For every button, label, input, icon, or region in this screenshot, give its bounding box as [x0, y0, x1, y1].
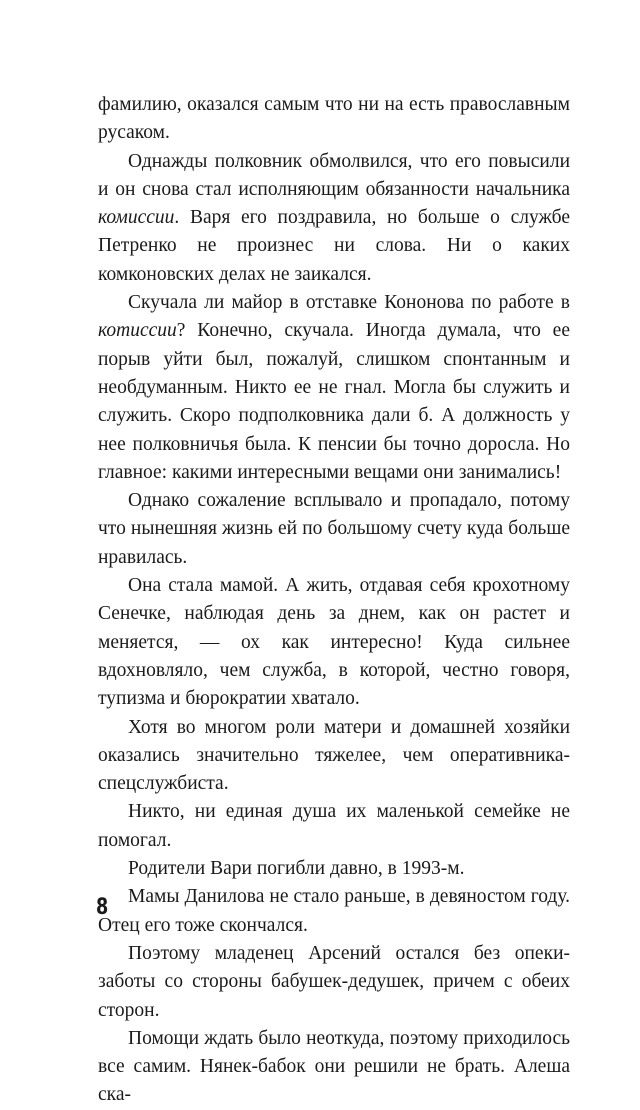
text-run: Хотя во многом роли матери и домашней хозяйки оказались значительно тяжелее, чем оперативника-спецслужбиста. — [98, 716, 570, 795]
paragraph — [98, 91, 570, 148]
paragraph — [98, 289, 570, 487]
book-page-text — [98, 91, 570, 1110]
page-number: 8 — [96, 895, 109, 920]
italic-run: коmиссии — [98, 320, 177, 342]
text-run: Однажды полковник обмолвился, что его повысили и он снова стал исполняющим обязанности начальника — [98, 150, 570, 200]
text-run: . Варя его поздравила, но больше о службе Петренко не произнес ни слова. Ни о каких комконовских делах не заикался. — [98, 207, 570, 285]
italic-run: комиссии — [98, 207, 175, 229]
text-run: Помощи ждать было неоткуда, поэтому приходилось все самим. Нянек-бабок они решили не брать. Алеша ска- — [98, 1027, 570, 1106]
text-run: Поэтому младенец Арсений остался без опеки-заботы со стороны бабушек-дедушек, причем с обеих сторон. — [98, 942, 570, 1021]
paragraph — [98, 714, 570, 799]
text-run: Однако сожаление всплывало и пропадало, потому что нынешняя жизнь ей по большому счету куда больше нравилась. — [98, 490, 570, 568]
text-run: Мамы Данилова не стало раньше, в девяностом году. Отец его тоже скончался. — [98, 886, 570, 936]
paragraph — [98, 487, 570, 572]
text-run: Никто, ни единая душа их маленькой семейке не помогал. — [98, 801, 570, 851]
text-run: ? Конечно, скучала. Иногда думала, что ее порыв уйти был, пожалуй, слишком спонтанным и необдуманным. Никто ее не гнал. Могла бы служить и служить. Скоро подполковника дали б. А должность у нее полковничья была. К пенсии бы точно доросла. Но главное: какими интересными вещами они занимались! — [98, 320, 570, 483]
text-run: фамилию, оказался самым что ни на есть православным русаком. — [98, 94, 570, 144]
paragraph — [98, 148, 570, 289]
text-run: Родители Вари погибли давно, в 1993-м. — [128, 858, 465, 880]
paragraph — [98, 572, 570, 713]
text-run: Она стала мамой. А жить, отдавая себя крохотному Сенечке, наблюдая день за днем, как он растет и меняется, — ох как интересно! Куда сильнее вдохновляло, чем служба, в которой, честно говоря, тупизма и бюрократии хватало. — [98, 575, 570, 710]
paragraph — [98, 855, 570, 883]
text-run: Скучала ли майор в отставке Кононова по работе в — [128, 292, 570, 314]
paragraph — [98, 940, 570, 1025]
paragraph — [98, 883, 570, 940]
paragraph — [98, 798, 570, 855]
paragraph — [98, 1025, 570, 1110]
